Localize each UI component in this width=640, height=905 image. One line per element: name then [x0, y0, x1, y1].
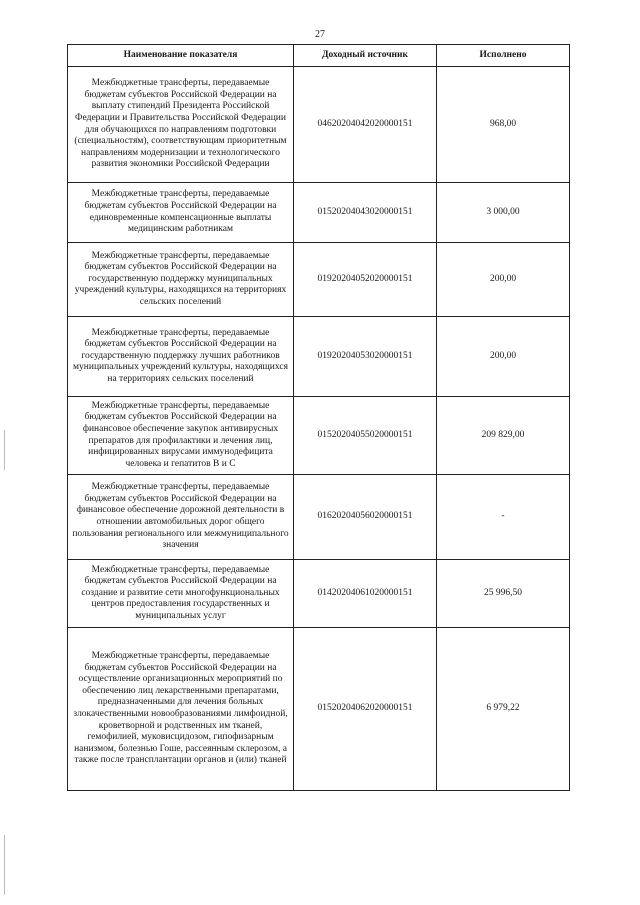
executed-amount: 25 996,50	[437, 560, 570, 628]
income-source-code: 01420204061020000151	[294, 560, 437, 628]
income-source-code: 04620204042020000151	[294, 67, 437, 183]
table-row	[68, 243, 570, 317]
executed-amount: 6 979,22	[437, 628, 570, 791]
indicator-name: Межбюджетные трансферты, передаваемые бюджетам субъектов Российской Федерации на государственную поддержку муниципальных учреждений культуры, находящихся на территориях сельских поселений	[68, 243, 294, 317]
income-source-code: 01920204053020000151	[294, 317, 437, 397]
table-row	[68, 67, 570, 183]
header-indicator-name: Наименование показателя	[68, 45, 294, 67]
indicator-name: Межбюджетные трансферты, передаваемые бюджетам субъектов Российской Федерации на создание и развитие сети многофункциональных центров предоставления государственных и муниципальных услуг	[68, 560, 294, 628]
indicator-name: Межбюджетные трансферты, передаваемые бюджетам субъектов Российской Федерации на выплату стипендий Президента Российской Федерации и Правительства Российской Федерации для обучающихся по направлениям подготовки (специальностям), соответствующим приоритетным направлениям модернизации и технологического развития экономики Российской Федерации	[68, 67, 294, 183]
executed-amount: 200,00	[437, 317, 570, 397]
report-table	[67, 44, 570, 791]
table-header-row	[68, 45, 570, 67]
income-source-code: 01920204052020000151	[294, 243, 437, 317]
table-row	[68, 475, 570, 560]
scan-margin-mark	[4, 835, 5, 895]
indicator-name: Межбюджетные трансферты, передаваемые бюджетам субъектов Российской Федерации на единовременные компенсационные выплаты медицинским работникам	[68, 183, 294, 243]
scan-margin-mark	[4, 430, 5, 470]
executed-amount: 200,00	[437, 243, 570, 317]
table-row	[68, 397, 570, 475]
table-row	[68, 317, 570, 397]
executed-amount: -	[437, 475, 570, 560]
indicator-name: Межбюджетные трансферты, передаваемые бюджетам субъектов Российской Федерации на государственную поддержку лучших работников муниципальных учреждений культуры, находящихся на территориях сельских поселений	[68, 317, 294, 397]
executed-amount: 3 000,00	[437, 183, 570, 243]
header-executed: Исполнено	[437, 45, 570, 67]
table-row	[68, 183, 570, 243]
executed-amount: 968,00	[437, 67, 570, 183]
indicator-name: Межбюджетные трансферты, передаваемые бюджетам субъектов Российской Федерации на осуществление организационных мероприятий по обеспечению лиц лекарственными препаратами, предназначенными для лечения больных злокачественными новообразованиями лимфоидной, кроветворной и родственных им тканей, гемофилией, муковисцидозом, гипофизарным нанизмом, болезнью Гоше, рассеянным склерозом, а также после трансплантации органов и (или) тканей	[68, 628, 294, 791]
indicator-name: Межбюджетные трансферты, передаваемые бюджетам субъектов Российской Федерации на финансовое обеспечение дорожной деятельности в отношении автомобильных дорог общего пользования регионального или межмуниципального значения	[68, 475, 294, 560]
executed-amount: 209 829,00	[437, 397, 570, 475]
header-income-source: Доходный источник	[294, 45, 437, 67]
income-source-code: 01520204055020000151	[294, 397, 437, 475]
income-source-code: 01520204043020000151	[294, 183, 437, 243]
page-number: 27	[315, 29, 325, 40]
income-source-code: 01520204062020000151	[294, 628, 437, 791]
table-row	[68, 628, 570, 791]
table-row	[68, 560, 570, 628]
indicator-name: Межбюджетные трансферты, передаваемые бюджетам субъектов Российской Федерации на финансовое обеспечение закупок антивирусных препаратов для профилактики и лечения лиц, инфицированных вирусами иммунодефицита человека и гепатитов В и С	[68, 397, 294, 475]
income-source-code: 01620204056020000151	[294, 475, 437, 560]
